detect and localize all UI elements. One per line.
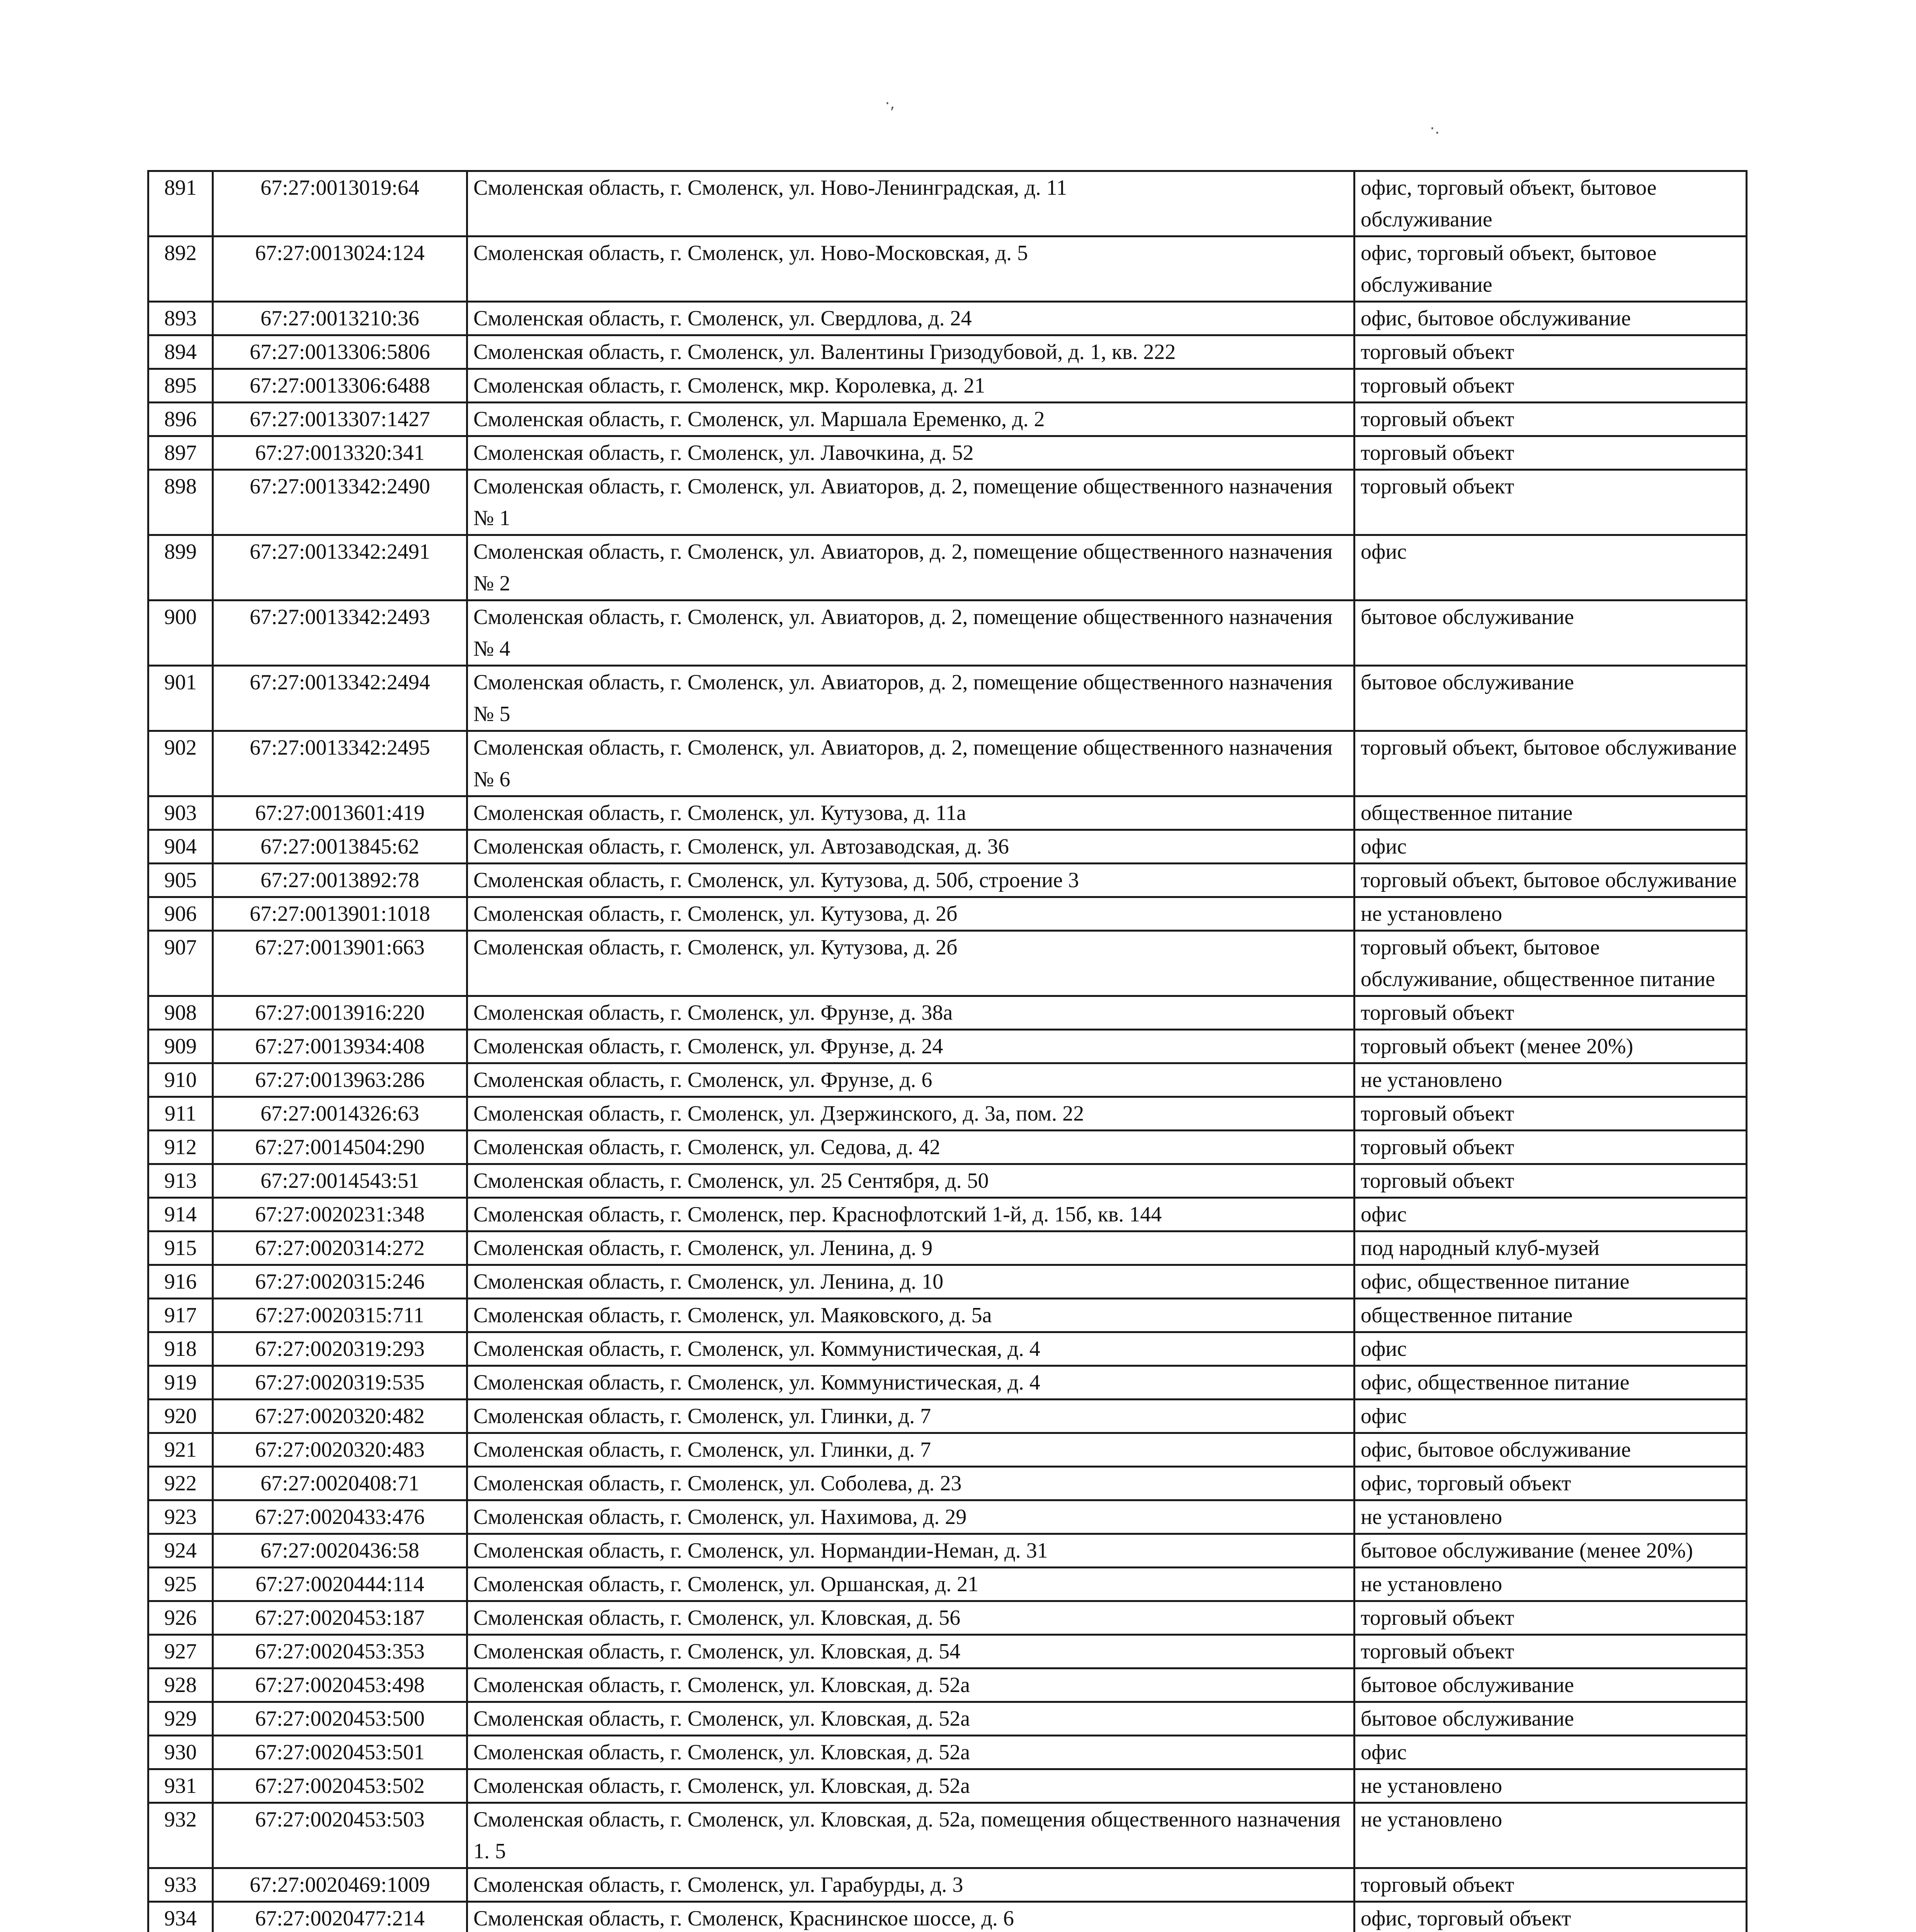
table-row (148, 830, 1747, 864)
address: Смоленская область, г. Смоленск, ул. 25 Сентября, д. 50 (467, 1164, 1354, 1198)
address: Смоленская область, г. Смоленск, ул. Лавочкина, д. 52 (467, 436, 1354, 470)
cadastral-number: 67:27:0020453:503 (213, 1803, 467, 1868)
table-row (148, 1097, 1747, 1131)
row-number: 906 (148, 897, 213, 931)
row-number: 928 (148, 1668, 213, 1702)
usage-type: торговый объект (1354, 996, 1747, 1030)
address: Смоленская область, г. Смоленск, ул. Фрунзе, д. 24 (467, 1030, 1354, 1063)
usage-type: офис (1354, 1400, 1747, 1433)
cadastral-number: 67:27:0013210:36 (213, 302, 467, 335)
cadastral-number: 67:27:0020453:498 (213, 1668, 467, 1702)
address: Смоленская область, г. Смоленск, ул. Маяковского, д. 5а (467, 1299, 1354, 1332)
usage-type: торговый объект (менее 20%) (1354, 1030, 1747, 1063)
address: Смоленская область, г. Смоленск, ул. Кутузова, д. 2б (467, 931, 1354, 996)
usage-type: торговый объект (1354, 1097, 1747, 1131)
address: Смоленская область, г. Смоленск, ул. Кловская, д. 52а (467, 1769, 1354, 1803)
table-row (148, 1063, 1747, 1097)
usage-type: торговый объект (1354, 335, 1747, 369)
usage-type: торговый объект, бытовое обслуживание (1354, 864, 1747, 897)
address: Смоленская область, г. Смоленск, ул. Нахимова, д. 29 (467, 1500, 1354, 1534)
row-number: 916 (148, 1265, 213, 1299)
address: Смоленская область, г. Смоленск, ул. Кловская, д. 56 (467, 1601, 1354, 1635)
table-row (148, 796, 1747, 830)
cadastral-number: 67:27:0013342:2495 (213, 731, 467, 796)
row-number: 895 (148, 369, 213, 403)
usage-type: торговый объект (1354, 403, 1747, 436)
cadastral-number: 67:27:0013916:220 (213, 996, 467, 1030)
row-number: 893 (148, 302, 213, 335)
row-number: 920 (148, 1400, 213, 1433)
table-row (148, 302, 1747, 335)
usage-type: торговый объект (1354, 1131, 1747, 1164)
usage-type: не установлено (1354, 1803, 1747, 1868)
cadastral-number: 67:27:0020231:348 (213, 1198, 467, 1231)
usage-type: офис, торговый объект (1354, 1902, 1747, 1932)
address: Смоленская область, г. Смоленск, пер. Краснофлотский 1-й, д. 15б, кв. 144 (467, 1198, 1354, 1231)
cadastral-number: 67:27:0013901:663 (213, 931, 467, 996)
row-number: 927 (148, 1635, 213, 1668)
cadastral-number: 67:27:0013342:2491 (213, 535, 467, 600)
address: Смоленская область, г. Смоленск, ул. Свердлова, д. 24 (467, 302, 1354, 335)
cadastral-number: 67:27:0013892:78 (213, 864, 467, 897)
address: Смоленская область, г. Смоленск, ул. Кутузова, д. 2б (467, 897, 1354, 931)
cadastral-number: 67:27:0020408:71 (213, 1467, 467, 1500)
address: Смоленская область, г. Смоленск, ул. Кутузова, д. 50б, строение 3 (467, 864, 1354, 897)
cadastral-number: 67:27:0020444:114 (213, 1568, 467, 1601)
address: Смоленская область, г. Смоленск, ул. Кловская, д. 52а, помещения общественного назначения 1. 5 (467, 1803, 1354, 1868)
usage-type: офис, бытовое обслуживание (1354, 1433, 1747, 1467)
cadastral-number: 67:27:0013601:419 (213, 796, 467, 830)
table-row (148, 470, 1747, 535)
address: Смоленская область, г. Смоленск, ул. Коммунистическая, д. 4 (467, 1332, 1354, 1366)
usage-type: бытовое обслуживание (1354, 666, 1747, 731)
address: Смоленская область, г. Смоленск, ул. Автозаводская, д. 36 (467, 830, 1354, 864)
usage-type: офис, торговый объект (1354, 1467, 1747, 1500)
table-row (148, 1803, 1747, 1868)
address: Смоленская область, г. Смоленск, ул. Кловская, д. 52а (467, 1702, 1354, 1736)
cadastral-number: 67:27:0013024:124 (213, 236, 467, 302)
usage-type: не установлено (1354, 1769, 1747, 1803)
table-body (148, 171, 1747, 1932)
usage-type: не установлено (1354, 897, 1747, 931)
address: Смоленская область, г. Смоленск, ул. Ленина, д. 10 (467, 1265, 1354, 1299)
row-number: 899 (148, 535, 213, 600)
cadastral-number: 67:27:0013342:2490 (213, 470, 467, 535)
address: Смоленская область, г. Смоленск, ул. Коммунистическая, д. 4 (467, 1366, 1354, 1400)
cadastral-number: 67:27:0020436:58 (213, 1534, 467, 1568)
usage-type: офис (1354, 1736, 1747, 1769)
address: Смоленская область, г. Смоленск, ул. Фрунзе, д. 38а (467, 996, 1354, 1030)
address: Смоленская область, г. Смоленск, ул. Авиаторов, д. 2, помещение общественного назначения № 2 (467, 535, 1354, 600)
row-number: 931 (148, 1769, 213, 1803)
address: Смоленская область, г. Смоленск, ул. Маршала Еременко, д. 2 (467, 403, 1354, 436)
address: Смоленская область, г. Смоленск, ул. Гарабурды, д. 3 (467, 1868, 1354, 1902)
row-number: 925 (148, 1568, 213, 1601)
table-row (148, 931, 1747, 996)
cadastral-number: 67:27:0020477:214 (213, 1902, 467, 1932)
table-row (148, 1568, 1747, 1601)
row-number: 891 (148, 171, 213, 236)
row-number: 912 (148, 1131, 213, 1164)
usage-type: не установлено (1354, 1500, 1747, 1534)
row-number: 904 (148, 830, 213, 864)
table-row (148, 731, 1747, 796)
usage-type: не установлено (1354, 1063, 1747, 1097)
cadastral-number: 67:27:0014543:51 (213, 1164, 467, 1198)
table-row (148, 996, 1747, 1030)
usage-type: торговый объект, бытовое обслуживание, общественное питание (1354, 931, 1747, 996)
table-row (148, 1366, 1747, 1400)
row-number: 914 (148, 1198, 213, 1231)
table-row (148, 1131, 1747, 1164)
row-number: 930 (148, 1736, 213, 1769)
table-row (148, 335, 1747, 369)
usage-type: офис (1354, 1332, 1747, 1366)
address: Смоленская область, г. Смоленск, ул. Кловская, д. 52а (467, 1736, 1354, 1769)
row-number: 915 (148, 1231, 213, 1265)
row-number: 918 (148, 1332, 213, 1366)
row-number: 901 (148, 666, 213, 731)
address: Смоленская область, г. Смоленск, ул. Соболева, д. 23 (467, 1467, 1354, 1500)
cadastral-number: 67:27:0020320:482 (213, 1400, 467, 1433)
usage-type: общественное питание (1354, 1299, 1747, 1332)
row-number: 897 (148, 436, 213, 470)
usage-type: бытовое обслуживание (1354, 1668, 1747, 1702)
table-row (148, 1902, 1747, 1932)
cadastral-number: 67:27:0020320:483 (213, 1433, 467, 1467)
table-row (148, 666, 1747, 731)
row-number: 902 (148, 731, 213, 796)
usage-type: офис (1354, 1198, 1747, 1231)
row-number: 898 (148, 470, 213, 535)
address: Смоленская область, г. Смоленск, ул. Нормандии-Неман, д. 31 (467, 1534, 1354, 1568)
cadastral-number: 67:27:0013019:64 (213, 171, 467, 236)
table-row (148, 1601, 1747, 1635)
table-row (148, 864, 1747, 897)
table-row (148, 1868, 1747, 1902)
address: Смоленская область, г. Смоленск, ул. Валентины Гризодубовой, д. 1, кв. 222 (467, 335, 1354, 369)
table-row (148, 1668, 1747, 1702)
cadastral-number: 67:27:0013963:286 (213, 1063, 467, 1097)
address: Смоленская область, г. Смоленск, ул. Авиаторов, д. 2, помещение общественного назначения № 4 (467, 600, 1354, 666)
table-row (148, 171, 1747, 236)
cadastral-number: 67:27:0020319:293 (213, 1332, 467, 1366)
address: Смоленская область, г. Смоленск, ул. Авиаторов, д. 2, помещение общественного назначения № 6 (467, 731, 1354, 796)
row-number: 933 (148, 1868, 213, 1902)
address: Смоленская область, г. Смоленск, ул. Кловская, д. 52а (467, 1668, 1354, 1702)
table-row (148, 1635, 1747, 1668)
address: Смоленская область, г. Смоленск, Краснинское шоссе, д. 6 (467, 1902, 1354, 1932)
usage-type: торговый объект (1354, 369, 1747, 403)
row-number: 919 (148, 1366, 213, 1400)
cadastral-number: 67:27:0013320:341 (213, 436, 467, 470)
address: Смоленская область, г. Смоленск, ул. Ново-Ленинградская, д. 11 (467, 171, 1354, 236)
scan-artifact-dot: ·. (1430, 120, 1440, 138)
address: Смоленская область, г. Смоленск, ул. Глинки, д. 7 (467, 1433, 1354, 1467)
usage-type: торговый объект (1354, 436, 1747, 470)
row-number: 923 (148, 1500, 213, 1534)
usage-type: торговый объект (1354, 1164, 1747, 1198)
row-number: 905 (148, 864, 213, 897)
row-number: 921 (148, 1433, 213, 1467)
usage-type: торговый объект (1354, 1601, 1747, 1635)
table-row (148, 1400, 1747, 1433)
address: Смоленская область, г. Смоленск, ул. Кловская, д. 54 (467, 1635, 1354, 1668)
cadastral-number: 67:27:0013901:1018 (213, 897, 467, 931)
row-number: 913 (148, 1164, 213, 1198)
usage-type: не установлено (1354, 1568, 1747, 1601)
usage-type: торговый объект (1354, 470, 1747, 535)
table-row (148, 1534, 1747, 1568)
table-row (148, 1433, 1747, 1467)
cadastral-number: 67:27:0020315:246 (213, 1265, 467, 1299)
address: Смоленская область, г. Смоленск, ул. Ленина, д. 9 (467, 1231, 1354, 1265)
row-number: 894 (148, 335, 213, 369)
usage-type: торговый объект, бытовое обслуживание (1354, 731, 1747, 796)
cadastral-number: 67:27:0020453:502 (213, 1769, 467, 1803)
usage-type: бытовое обслуживание (менее 20%) (1354, 1534, 1747, 1568)
table-row (148, 1164, 1747, 1198)
row-number: 934 (148, 1902, 213, 1932)
cadastral-number: 67:27:0020315:711 (213, 1299, 467, 1332)
table-row (148, 1467, 1747, 1500)
cadastral-number: 67:27:0020469:1009 (213, 1868, 467, 1902)
table-row (148, 236, 1747, 302)
usage-type: бытовое обслуживание (1354, 600, 1747, 666)
address: Смоленская область, г. Смоленск, ул. Авиаторов, д. 2, помещение общественного назначения № 1 (467, 470, 1354, 535)
table-row (148, 369, 1747, 403)
cadastral-number: 67:27:0014504:290 (213, 1131, 467, 1164)
row-number: 917 (148, 1299, 213, 1332)
table-row (148, 1231, 1747, 1265)
cadastral-number: 67:27:0020433:476 (213, 1500, 467, 1534)
table-row (148, 1030, 1747, 1063)
cadastral-number: 67:27:0013306:6488 (213, 369, 467, 403)
row-number: 903 (148, 796, 213, 830)
address: Смоленская область, г. Смоленск, ул. Оршанская, д. 21 (467, 1568, 1354, 1601)
table-row (148, 1500, 1747, 1534)
usage-type: офис, общественное питание (1354, 1366, 1747, 1400)
cadastral-number: 67:27:0020319:535 (213, 1366, 467, 1400)
row-number: 926 (148, 1601, 213, 1635)
cadastral-number: 67:27:0014326:63 (213, 1097, 467, 1131)
usage-type: под народный клуб-музей (1354, 1231, 1747, 1265)
table-row (148, 1769, 1747, 1803)
row-number: 924 (148, 1534, 213, 1568)
row-number: 910 (148, 1063, 213, 1097)
usage-type: офис, торговый объект, бытовое обслуживание (1354, 236, 1747, 302)
cadastral-number: 67:27:0013307:1427 (213, 403, 467, 436)
row-number: 932 (148, 1803, 213, 1868)
row-number: 908 (148, 996, 213, 1030)
cadastral-number: 67:27:0013845:62 (213, 830, 467, 864)
cadastral-number: 67:27:0020453:187 (213, 1601, 467, 1635)
address: Смоленская область, г. Смоленск, ул. Кутузова, д. 11а (467, 796, 1354, 830)
cadastral-number: 67:27:0013342:2494 (213, 666, 467, 731)
table-row (148, 1198, 1747, 1231)
row-number: 896 (148, 403, 213, 436)
address: Смоленская область, г. Смоленск, ул. Седова, д. 42 (467, 1131, 1354, 1164)
table-row (148, 600, 1747, 666)
row-number: 922 (148, 1467, 213, 1500)
cadastral-number: 67:27:0020453:501 (213, 1736, 467, 1769)
usage-type: офис, бытовое обслуживание (1354, 302, 1747, 335)
address: Смоленская область, г. Смоленск, ул. Авиаторов, д. 2, помещение общественного назначения № 5 (467, 666, 1354, 731)
usage-type: офис, торговый объект, бытовое обслуживание (1354, 171, 1747, 236)
table-row (148, 1265, 1747, 1299)
cadastral-table (147, 170, 1748, 1932)
address: Смоленская область, г. Смоленск, мкр. Королевка, д. 21 (467, 369, 1354, 403)
table-row (148, 436, 1747, 470)
usage-type: офис, общественное питание (1354, 1265, 1747, 1299)
usage-type: торговый объект (1354, 1868, 1747, 1902)
cadastral-number: 67:27:0020453:353 (213, 1635, 467, 1668)
address: Смоленская область, г. Смоленск, ул. Глинки, д. 7 (467, 1400, 1354, 1433)
cadastral-number: 67:27:0013934:408 (213, 1030, 467, 1063)
table-row (148, 1299, 1747, 1332)
row-number: 900 (148, 600, 213, 666)
usage-type: бытовое обслуживание (1354, 1702, 1747, 1736)
cadastral-number: 67:27:0020453:500 (213, 1702, 467, 1736)
usage-type: торговый объект (1354, 1635, 1747, 1668)
scan-artifact-dot: ·, (885, 95, 895, 112)
table-row (148, 535, 1747, 600)
address: Смоленская область, г. Смоленск, ул. Фрунзе, д. 6 (467, 1063, 1354, 1097)
table-row (148, 1332, 1747, 1366)
row-number: 911 (148, 1097, 213, 1131)
address: Смоленская область, г. Смоленск, ул. Ново-Московская, д. 5 (467, 236, 1354, 302)
address: Смоленская область, г. Смоленск, ул. Дзержинского, д. 3а, пом. 22 (467, 1097, 1354, 1131)
table-row (148, 1702, 1747, 1736)
usage-type: общественное питание (1354, 796, 1747, 830)
cadastral-number: 67:27:0013342:2493 (213, 600, 467, 666)
row-number: 929 (148, 1702, 213, 1736)
table-row (148, 1736, 1747, 1769)
row-number: 892 (148, 236, 213, 302)
cadastral-number: 67:27:0013306:5806 (213, 335, 467, 369)
table-row (148, 897, 1747, 931)
cadastral-number: 67:27:0020314:272 (213, 1231, 467, 1265)
row-number: 909 (148, 1030, 213, 1063)
table-row (148, 403, 1747, 436)
row-number: 907 (148, 931, 213, 996)
usage-type: офис (1354, 535, 1747, 600)
usage-type: офис (1354, 830, 1747, 864)
